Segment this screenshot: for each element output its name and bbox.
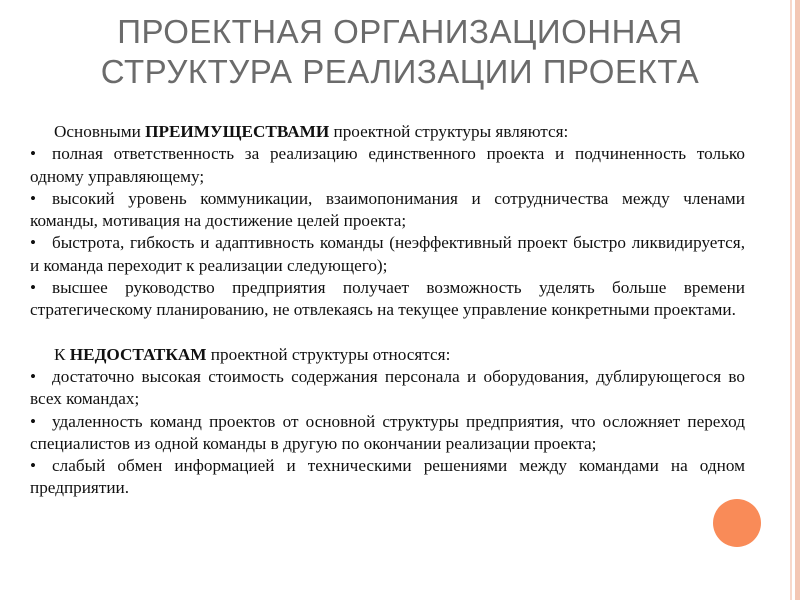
bullet-icon: • (30, 278, 37, 298)
list-item (30, 455, 745, 500)
bullet-icon: • (30, 456, 37, 476)
list-item-text: удаленность команд проектов от основной структуры предприятия, что осложняет переход специалистов из одной команды в другую по окончании реализации проекта; (30, 411, 745, 453)
list-item-text: слабый обмен информацией и техническими решениями между командами на одном предприятии. (30, 456, 745, 498)
decorative-border-outer (795, 0, 800, 600)
slide-title (40, 12, 760, 92)
list-item (30, 366, 745, 411)
disadvantages-heading: НЕДОСТАТКАМ (69, 344, 207, 364)
bullet-icon: • (30, 411, 37, 431)
advantages-intro (30, 121, 745, 143)
section-spacer (30, 322, 745, 344)
disadvantages-intro-suffix: проектной структуры относятся: (206, 344, 451, 364)
list-item (30, 411, 745, 456)
list-item (30, 232, 745, 277)
list-item-text: полная ответственность за реализацию единственного проекта и подчиненность только одному управляющему; (30, 144, 745, 186)
disadvantages-intro-prefix: К (54, 344, 70, 364)
advantages-intro-suffix: проектной структуры являются: (329, 122, 569, 141)
list-item (30, 277, 745, 322)
slide-body (30, 121, 745, 500)
bullet-icon: • (30, 144, 37, 164)
title-line-2: СТРУКТУРА РЕАЛИЗАЦИИ ПРОЕКТА (100, 53, 700, 90)
list-item (30, 188, 745, 233)
bullet-icon: • (30, 366, 37, 386)
list-item (30, 143, 745, 188)
bullet-icon: • (30, 233, 37, 253)
advantages-intro-prefix: Основными (54, 122, 146, 141)
disadvantages-list (30, 366, 745, 500)
decorative-border-inner (790, 0, 792, 600)
title-line-1: ПРОЕКТНАЯ ОРГАНИЗАЦИОННАЯ (117, 13, 683, 50)
bullet-icon: • (30, 188, 37, 208)
list-item-text: быстрота, гибкость и адаптивность команды (неэффективный проект быстро ликвидируется, и команда переходит к реализации следующего); (30, 233, 745, 275)
advantages-list (30, 143, 745, 321)
list-item-text: достаточно высокая стоимость содержания персонала и оборудования, дублирующегося во всех командах; (30, 366, 745, 409)
list-item-text: высшее руководство предприятия получает возможность уделять больше времени стратегическому планированию, не отвлекаясь на текущее управление конкретными проектами. (30, 278, 745, 320)
advantages-heading: ПРЕИМУЩЕСТВАМИ (145, 122, 330, 141)
decorative-circle-icon (713, 499, 761, 547)
disadvantages-intro (30, 344, 745, 366)
list-item-text: высокий уровень коммуникации, взаимопонимания и сотрудничества между членами команды, мотивация на достижение целей проекта; (30, 188, 745, 231)
